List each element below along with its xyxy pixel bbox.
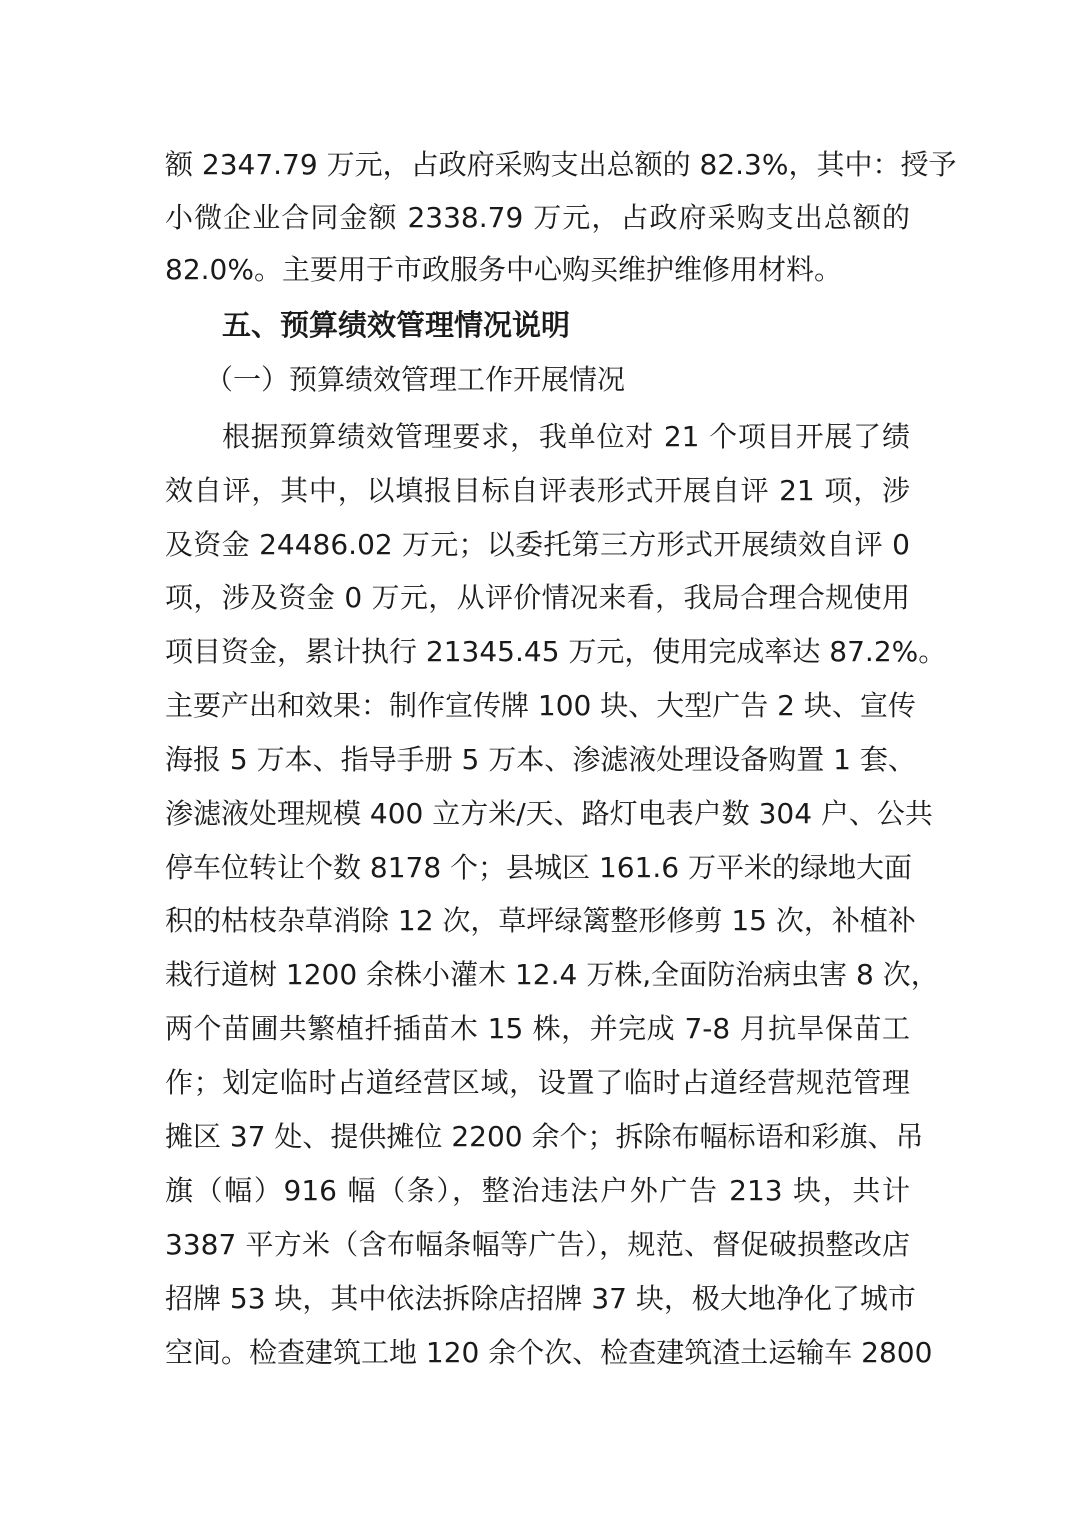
text-line: 82.0%。主要用于市政服务中心购买维护维修用材料。 [165, 253, 842, 286]
text-line: 招牌 53 块，其中依法拆除店招牌 37 块，极大地净化了城市 [165, 1282, 916, 1315]
text-line: 及资金 24486.02 万元；以委托第三方形式开展绩效自评 0 [165, 528, 910, 561]
text-line: 旗（幅）916 幅（条），整治违法户外广告 213 块，共计 [165, 1174, 910, 1207]
subsection-heading: （一）预算绩效管理工作开展情况 [205, 363, 626, 396]
text-line: 项目资金，累计执行 21345.45 万元，使用完成率达 87.2%。 [165, 635, 947, 668]
text-line: 空间。检查建筑工地 120 余个次、检查建筑渣土运输车 2800 [165, 1336, 933, 1369]
text-line: 主要产出和效果：制作宣传牌 100 块、大型广告 2 块、宣传 [165, 689, 916, 722]
text-line: 栽行道树 1200 余株小灌木 12.4 万株,全面防治病虫害 8 次， [165, 958, 939, 991]
text-line: 积的枯枝杂草消除 12 次，草坪绿篱整形修剪 15 次，补植补 [165, 904, 916, 937]
text-line: 摊区 37 处、提供摊位 2200 余个；拆除布幅标语和彩旗、吊 [165, 1120, 924, 1153]
text-line: 3387 平方米（含布幅条幅等广告），规范、督促破损整改店 [165, 1228, 910, 1261]
text-line: 两个苗圃共繁植扦插苗木 15 株，并完成 7-8 月抗旱保苗工 [165, 1012, 910, 1045]
text-line: 项，涉及资金 0 万元，从评价情况来看，我局合理合规使用 [165, 581, 910, 614]
text-line: 作；划定临时占道经营区域，设置了临时占道经营规范管理 [165, 1066, 910, 1099]
text-line: 效自评，其中，以填报目标自评表形式开展自评 21 项，涉 [165, 474, 910, 507]
text-line: 停车位转让个数 8178 个；县城区 161.6 万平米的绿地大面 [165, 851, 913, 884]
text-line: 根据预算绩效管理要求，我单位对 21 个项目开展了绩 [222, 420, 910, 453]
text-line: 额 2347.79 万元，占政府采购支出总额的 82.3%，其中：授予 [165, 148, 957, 181]
text-line: 渗滤液处理规模 400 立方米/天、路灯电表户数 304 户、公共 [165, 797, 933, 830]
text-line: 小微企业合同金额 2338.79 万元，占政府采购支出总额的 [165, 201, 910, 234]
section-heading: 五、预算绩效管理情况说明 [222, 308, 571, 342]
text-line: 海报 5 万本、指导手册 5 万本、渗滤液处理设备购置 1 套、 [165, 743, 916, 776]
